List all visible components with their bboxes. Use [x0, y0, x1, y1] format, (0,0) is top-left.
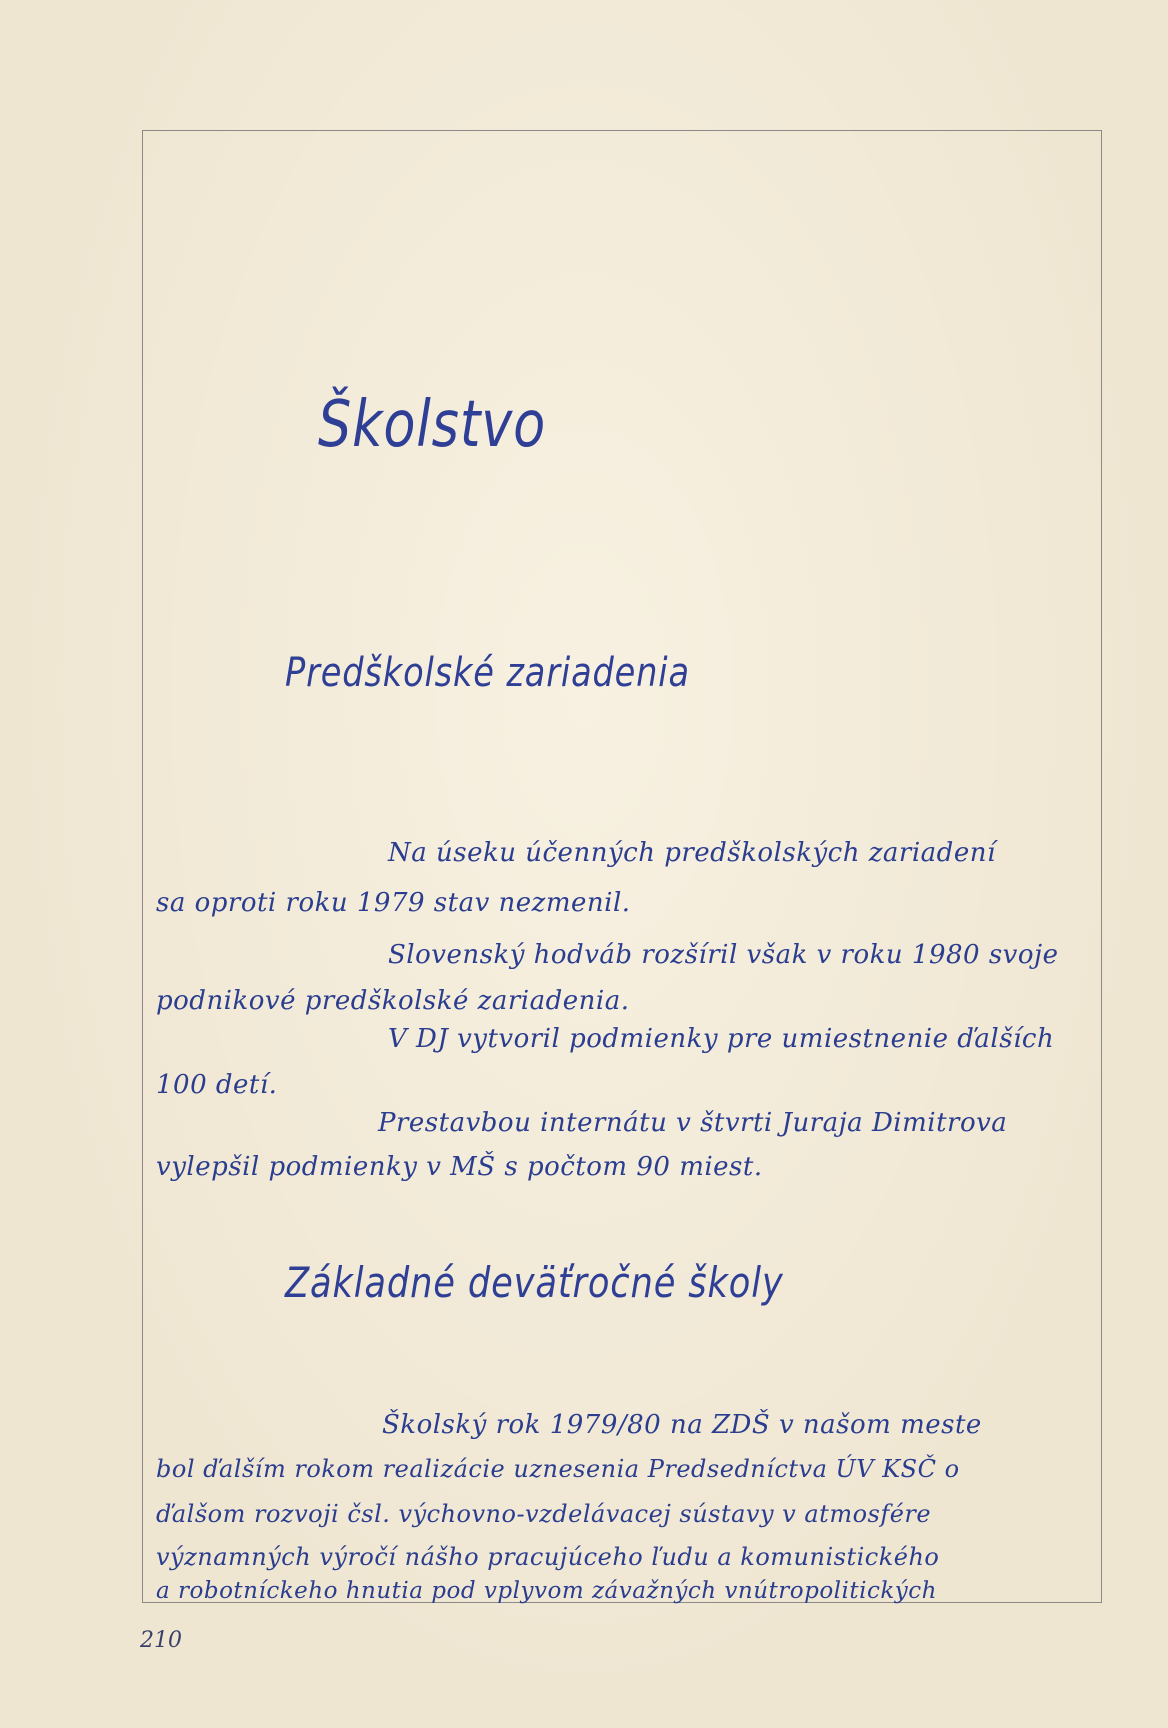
paragraph-line: podnikové predškolské zariadenia. [156, 986, 630, 1016]
paragraph-line: a robotníckeho hnutia pod vplyvom závažných vnútropolitických [156, 1578, 937, 1604]
paragraph-line: významných výročí nášho pracujúceho ľudu a komunistického [156, 1543, 940, 1571]
paragraph-line: Na úseku účenných predškolských zariadení [388, 838, 996, 868]
paragraph-line: 100 detí. [156, 1070, 278, 1100]
paragraph-line: bol ďalším rokom realizácie uznesenia Predsedníctva ÚV KSČ o [156, 1455, 960, 1483]
paragraph-line: Prestavbou internátu v štvrti Juraja Dimitrova [378, 1108, 1008, 1138]
paragraph-line: V DJ vytvoril podmienky pre umiestnenie ďalších [388, 1024, 1055, 1054]
paragraph-line: Slovenský hodváb rozšíril však v roku 1980 svoje [388, 940, 1059, 970]
paragraph-line: sa oproti roku 1979 stav nezmenil. [156, 888, 631, 918]
page-number: 210 [140, 1628, 182, 1653]
paragraph-line: vylepšil podmienky v MŠ s počtom 90 miest. [156, 1152, 763, 1182]
section-heading-preschool: Predškolské zariadenia [285, 650, 690, 696]
paragraph-line: Školský rok 1979/80 na ZDŠ v našom meste [382, 1410, 982, 1440]
page-title: Školstvo [318, 388, 547, 462]
paragraph-line: ďalšom rozvoji čsl. výchovno-vzdelávacej sústavy v atmosfére [156, 1500, 932, 1528]
section-heading-basic-schools: Základné deväťročné školy [285, 1258, 784, 1307]
